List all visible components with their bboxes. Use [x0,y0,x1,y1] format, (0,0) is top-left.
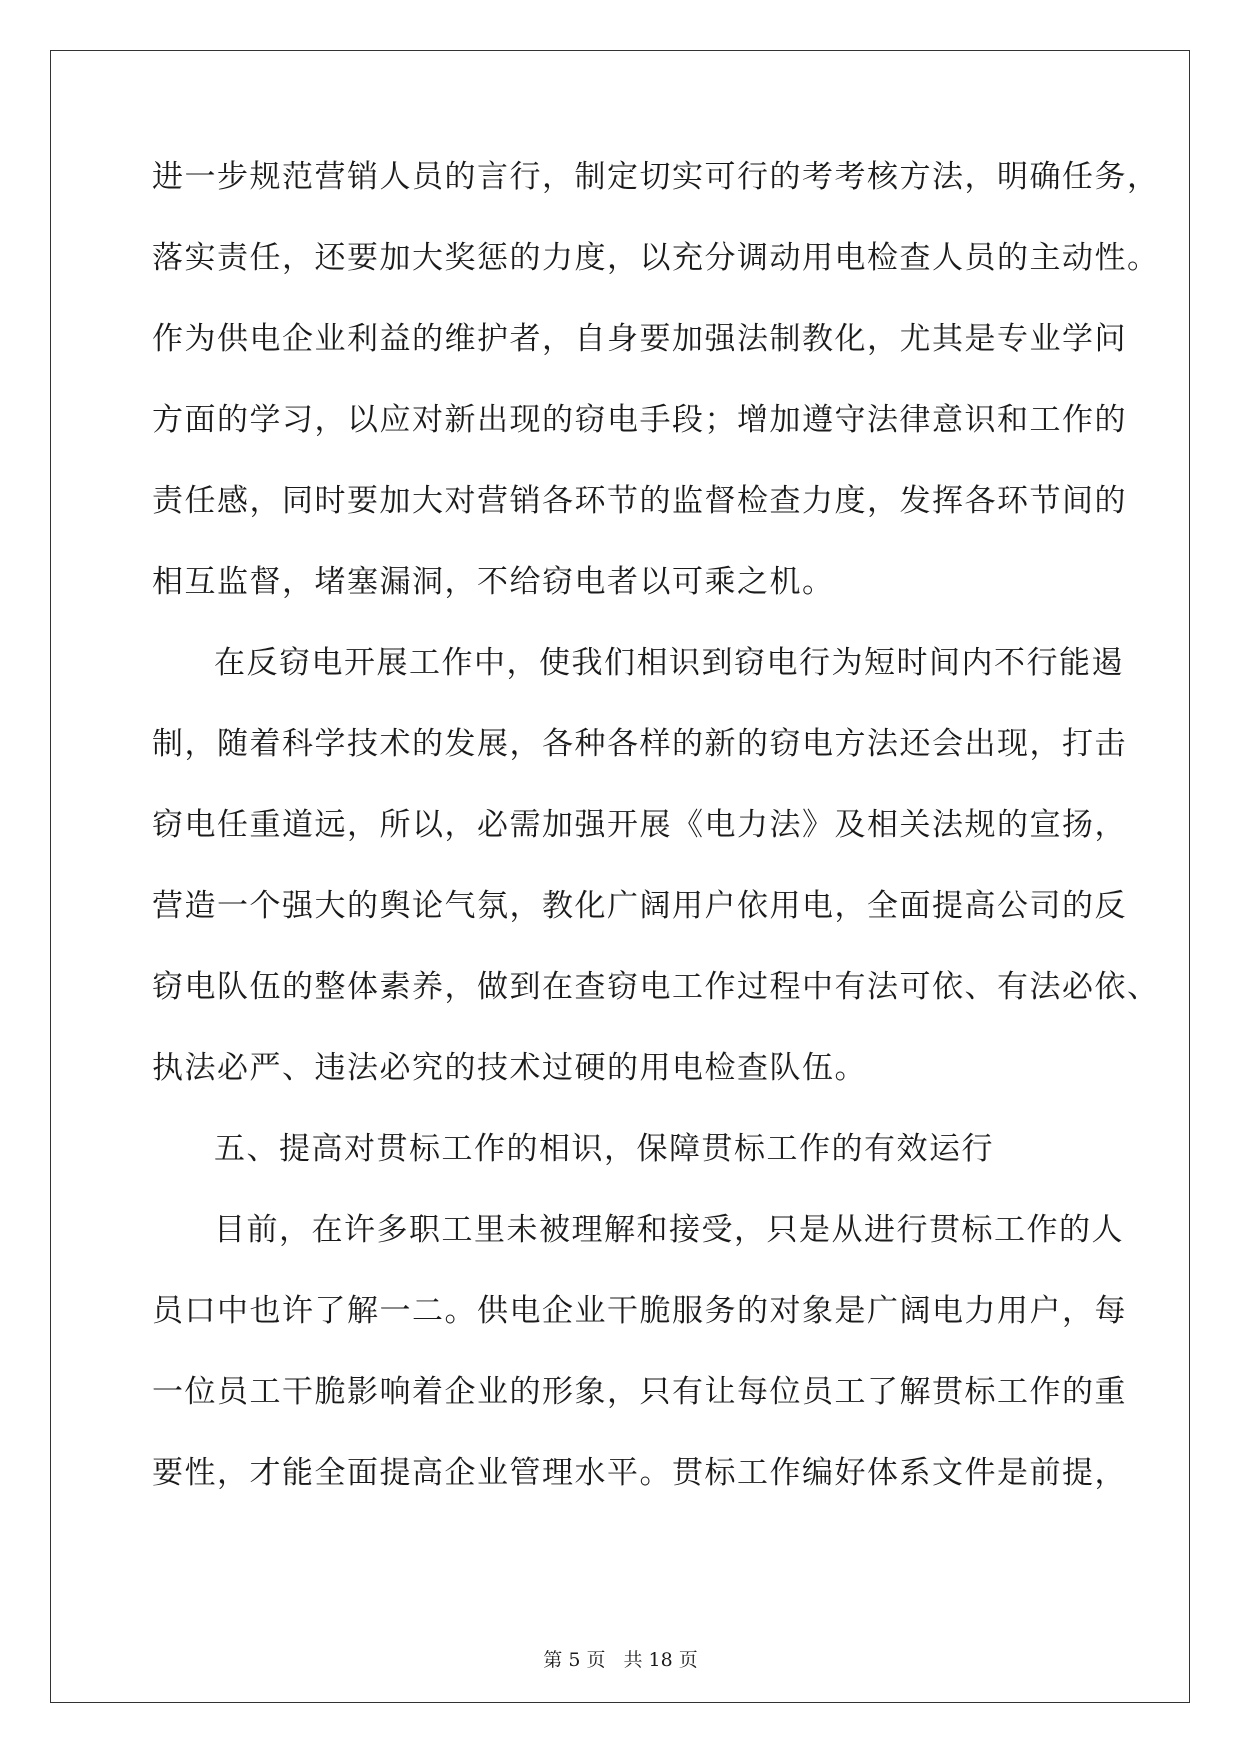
text-line: 制，随着科学技术的发展，各种各样的新的窃电方法还会出现，打击 [152,726,1127,762]
paragraph-start-line: 目前，在许多职工里未被理解和接受，只是从进行贯标工作的人 [214,1212,1124,1248]
text-line: 落实责任，还要加大奖惩的力度，以充分调动用电检查人员的主动性。 [152,240,1160,276]
text-line: 营造一个强大的舆论气氛，教化广阔用户依用电，全面提高公司的反 [152,888,1127,924]
page-total: 共 18 页 [623,1649,698,1671]
section-heading: 五、提高对贯标工作的相识，保障贯标工作的有效运行 [214,1131,994,1167]
text-line: 员口中也许了解一二。供电企业干脆服务的对象是广阔电力用户，每 [152,1293,1127,1329]
text-line: 窃电队伍的整体素养，做到在查窃电工作过程中有法可依、有法必依、 [152,969,1160,1005]
document-body [152,159,1160,1539]
text-line: 责任感，同时要加大对营销各环节的监督检查力度，发挥各环节间的 [152,483,1127,519]
paragraph-start-line: 在反窃电开展工作中，使我们相识到窃电行为短时间内不行能遏 [214,645,1124,681]
text-line: 相互监督，堵塞漏洞，不给窃电者以可乘之机。 [152,564,835,600]
text-line: 窃电任重道远，所以，必需加强开展《电力法》及相关法规的宣扬， [152,807,1127,843]
text-line: 要性，才能全面提高企业管理水平。贯标工作编好体系文件是前提， [152,1455,1127,1491]
page-footer [0,1645,1241,1672]
text-line: 执法必严、违法必究的技术过硬的用电检查队伍。 [152,1050,867,1086]
text-line: 方面的学习，以应对新出现的窃电手段；增加遵守法律意识和工作的 [152,402,1127,438]
text-line: 作为供电企业利益的维护者，自身要加强法制教化，尤其是专业学问 [152,321,1127,357]
text-line: 一位员工干脆影响着企业的形象，只有让每位员工了解贯标工作的重 [152,1374,1127,1410]
page-number: 第 5 页 [543,1649,606,1671]
text-line: 进一步规范营销人员的言行，制定切实可行的考考核方法，明确任务， [152,159,1160,195]
